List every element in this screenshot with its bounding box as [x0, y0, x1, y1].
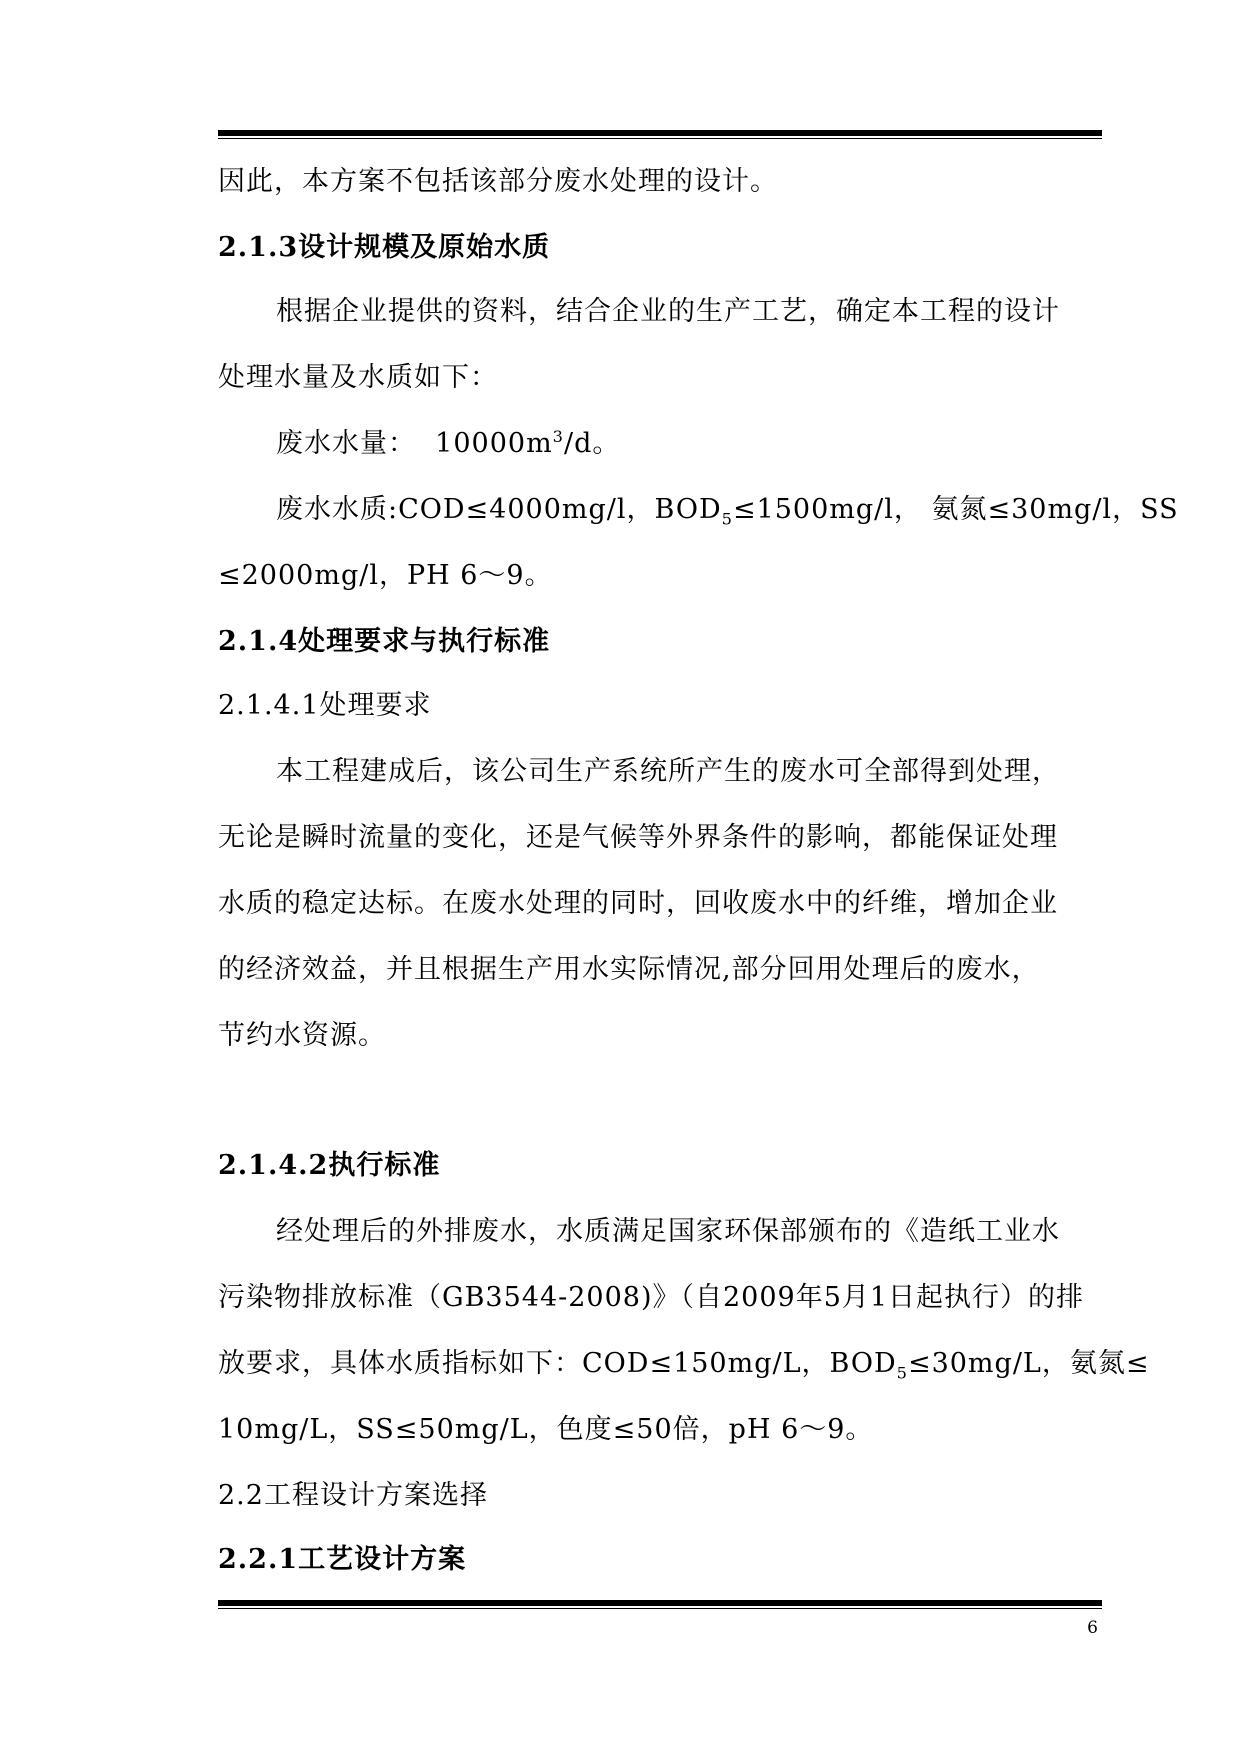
- wastewater-quality-line: [276, 490, 1179, 530]
- wastewater-flow-line: [276, 424, 1102, 464]
- paragraph-line: 污染物排放标准（GB3544-2008)》（自2009年5月1日起执行）的排: [218, 1282, 1085, 1313]
- section-heading-2-1-3: 2.1.3设计规模及原始水质: [218, 232, 551, 263]
- section-heading-2-1-4-1: 2.1.4.1处理要求: [218, 690, 432, 721]
- paragraph-line: 根据企业提供的资料，结合企业的生产工艺，确定本工程的设计: [276, 296, 1060, 327]
- paragraph-line: 因此，本方案不包括该部分废水处理的设计。: [218, 166, 778, 197]
- flow-label: 废水水量：: [276, 428, 416, 459]
- paragraph-line: 节约水资源。: [218, 1020, 386, 1051]
- quality-text-a: 废水水质:COD≤4000mg/l，BOD: [276, 494, 722, 525]
- standards-subscript: 5: [896, 1363, 908, 1383]
- paragraph-line: 水质的稳定达标。在废水处理的同时，回收废水中的纤维，增加企业: [218, 888, 1058, 919]
- flow-value: 10000m: [435, 428, 553, 459]
- paragraph-line: 经处理后的外排废水，水质满足国家环保部颁布的《造纸工业水: [276, 1216, 1060, 1247]
- paragraph-line: 本工程建成后，该公司生产系统所产生的废水可全部得到处理，: [276, 756, 1060, 787]
- standards-text-a: 放要求，具体水质指标如下：COD≤150mg/L，BOD: [218, 1348, 897, 1379]
- quality-text-b: ≤1500mg/l， 氨氮≤30mg/l，SS: [732, 494, 1179, 525]
- section-heading-2-1-4-2: 2.1.4.2执行标准: [218, 1150, 441, 1181]
- paragraph-line: ≤2000mg/l，PH 6～9。: [218, 560, 553, 591]
- standards-text-b: ≤30mg/L，氨氮≤: [907, 1348, 1150, 1379]
- footer-rule: [218, 1600, 1102, 1606]
- paragraph-line: 的经济效益，并且根据生产用水实际情况,部分回用处理后的废水，: [218, 954, 1040, 985]
- page-number: 6: [1087, 1618, 1098, 1638]
- standards-line: [218, 1344, 1150, 1384]
- flow-unit: /d。: [563, 428, 621, 459]
- section-heading-2-2: 2.2工程设计方案选择: [218, 1480, 488, 1511]
- paragraph-line: 处理水量及水质如下：: [218, 362, 498, 393]
- paragraph-line: 10mg/L，SS≤50mg/L，色度≤50倍，pH 6～9。: [218, 1414, 874, 1445]
- flow-superscript: 3: [552, 427, 564, 446]
- paragraph-line: 无论是瞬时流量的变化，还是气候等外界条件的影响，都能保证处理: [218, 822, 1058, 853]
- section-heading-2-1-4: 2.1.4处理要求与执行标准: [218, 626, 551, 657]
- quality-subscript: 5: [721, 509, 733, 529]
- section-heading-2-2-1: 2.2.1工艺设计方案: [218, 1544, 467, 1575]
- header-rule: [218, 130, 1102, 136]
